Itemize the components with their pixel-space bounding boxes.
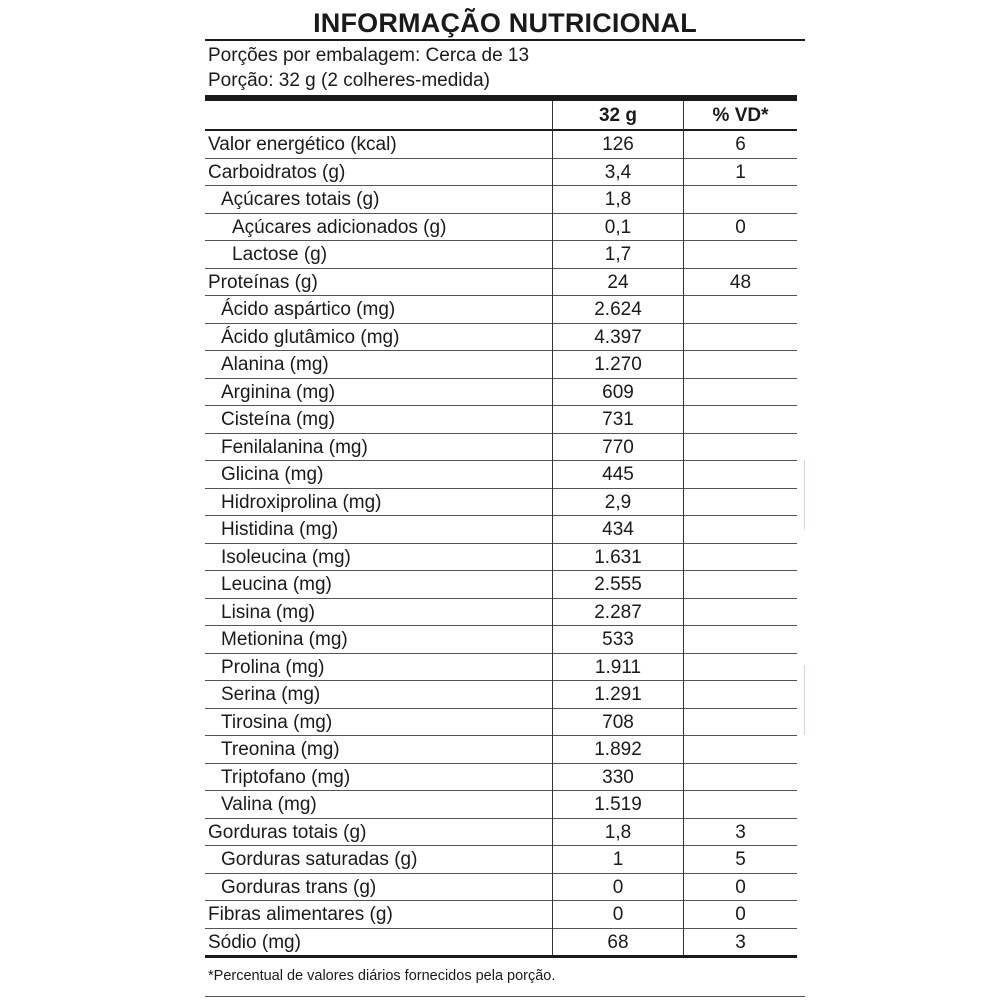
edge-mark xyxy=(804,460,805,530)
table-row xyxy=(205,324,797,352)
nutrient-amount: 445 xyxy=(602,464,634,485)
nutrient-amount: 1,8 xyxy=(604,821,632,843)
table-row xyxy=(205,214,797,242)
nutrient-name: Metionina (mg) xyxy=(221,629,348,650)
table-row xyxy=(205,379,797,407)
table-row xyxy=(205,819,797,847)
nutrient-amount: 2.624 xyxy=(594,299,642,320)
table-row xyxy=(205,186,797,214)
nutrient-name: Açúcares adicionados (g) xyxy=(232,216,447,238)
nutrient-amount: 2,9 xyxy=(604,491,632,513)
column-header-amount: 32 g xyxy=(598,105,638,126)
table-row xyxy=(205,461,797,489)
table-row xyxy=(205,626,797,654)
table-row xyxy=(205,571,797,599)
table-row xyxy=(205,791,797,819)
nutrient-amount: 2.555 xyxy=(594,574,642,595)
nutrient-amount: 1.631 xyxy=(594,546,642,568)
table-row xyxy=(205,489,797,517)
nutrient-name: Alanina (mg) xyxy=(221,354,329,375)
nutrient-amount: 126 xyxy=(602,134,634,155)
nutrient-name: Sódio (mg) xyxy=(208,931,301,953)
nutrient-daily-value: 6 xyxy=(735,134,746,155)
table-row xyxy=(205,159,797,187)
nutrient-amount: 0,1 xyxy=(604,216,632,238)
table-row xyxy=(205,544,797,572)
nutrient-name: Carboidratos (g) xyxy=(208,161,346,183)
nutrient-amount: 708 xyxy=(602,711,634,733)
nutrient-name: Triptofano (mg) xyxy=(221,766,351,788)
nutrient-name: Gorduras totais (g) xyxy=(208,821,367,843)
table-row xyxy=(205,846,797,874)
table-row xyxy=(205,901,797,929)
table-row xyxy=(205,929,797,957)
label-title: INFORMAÇÃO NUTRICIONAL xyxy=(313,8,697,38)
table-row xyxy=(205,351,797,379)
table-row xyxy=(205,406,797,434)
nutrient-name: Tirosina (mg) xyxy=(221,711,333,733)
nutrient-daily-value: 0 xyxy=(735,216,746,238)
nutrient-amount: 1,8 xyxy=(604,189,632,210)
table-row xyxy=(205,681,797,709)
table-row xyxy=(205,709,797,737)
nutrient-name: Gorduras trans (g) xyxy=(221,876,377,898)
nutrient-name: Valina (mg) xyxy=(221,794,317,815)
table-row xyxy=(205,654,797,682)
nutrient-daily-value: 48 xyxy=(729,271,752,293)
nutrient-amount: 609 xyxy=(602,381,634,403)
table-row xyxy=(205,874,797,902)
nutrient-amount: 731 xyxy=(602,409,634,430)
nutrient-daily-value: 1 xyxy=(735,161,746,183)
nutrient-name: Lactose (g) xyxy=(232,244,328,265)
title-divider xyxy=(205,39,805,41)
nutrient-name: Arginina (mg) xyxy=(221,381,336,403)
nutrient-name: Histidina (mg) xyxy=(221,519,339,540)
nutrient-name: Fibras alimentares (g) xyxy=(208,904,393,925)
table-row xyxy=(205,241,797,269)
table-row xyxy=(205,736,797,764)
column-divider-amount xyxy=(552,101,553,956)
nutrient-name: Cisteína (mg) xyxy=(221,409,336,430)
table-row xyxy=(205,269,797,297)
nutrient-name: Valor energético (kcal) xyxy=(208,134,397,155)
nutrient-table xyxy=(205,131,797,956)
nutrient-amount: 0 xyxy=(612,904,624,925)
nutrient-name: Hidroxiprolina (mg) xyxy=(221,491,382,513)
nutrient-amount: 330 xyxy=(602,766,634,788)
footnote-divider xyxy=(205,996,805,997)
nutrient-amount: 68 xyxy=(607,931,629,953)
serving-size: Porção: 32 g (2 colheres-medida) xyxy=(208,70,490,91)
nutrient-amount: 1.519 xyxy=(594,794,642,815)
table-row xyxy=(205,296,797,324)
nutrient-name: Fenilalanina (mg) xyxy=(221,436,368,458)
nutrient-name: Leucina (mg) xyxy=(221,574,332,595)
edge-mark xyxy=(804,665,805,735)
bottom-divider xyxy=(205,955,797,958)
nutrient-amount: 1.892 xyxy=(594,739,642,760)
nutrient-amount: 1.911 xyxy=(594,656,642,678)
nutrient-amount: 434 xyxy=(602,519,634,540)
nutrient-name: Prolina (mg) xyxy=(221,656,325,678)
table-row xyxy=(205,599,797,627)
nutrient-name: Proteínas (g) xyxy=(208,271,318,293)
column-header-daily-value: % VD* xyxy=(712,105,769,126)
footnote: *Percentual de valores diários fornecidos pela porção. xyxy=(208,968,556,984)
column-divider-daily-value xyxy=(683,101,684,956)
nutrient-name: Glicina (mg) xyxy=(221,464,324,485)
nutrient-amount: 24 xyxy=(607,271,629,293)
table-row xyxy=(205,434,797,462)
nutrient-amount: 3,4 xyxy=(604,161,632,183)
nutrient-name: Serina (mg) xyxy=(221,684,321,705)
nutrient-daily-value: 0 xyxy=(735,904,746,925)
nutrient-amount: 770 xyxy=(602,436,634,458)
nutrient-name: Açúcares totais (g) xyxy=(221,189,380,210)
nutrient-daily-value: 3 xyxy=(735,931,746,953)
nutrient-amount: 4.397 xyxy=(594,326,642,348)
table-row xyxy=(205,131,797,159)
nutrient-amount: 533 xyxy=(602,629,634,650)
nutrient-amount: 1.270 xyxy=(594,354,642,375)
nutrient-daily-value: 3 xyxy=(735,821,746,843)
nutrient-name: Isoleucina (mg) xyxy=(221,546,351,568)
nutrient-amount: 1.291 xyxy=(594,684,642,705)
nutrition-facts-panel xyxy=(205,0,805,1000)
nutrient-amount: 1,7 xyxy=(604,244,632,265)
nutrient-amount: 2.287 xyxy=(594,601,642,623)
nutrient-amount: 1 xyxy=(612,849,624,870)
nutrient-amount: 0 xyxy=(612,876,624,898)
nutrient-name: Ácido glutâmico (mg) xyxy=(221,326,400,348)
table-row xyxy=(205,764,797,792)
nutrient-name: Ácido aspártico (mg) xyxy=(221,299,396,320)
servings-per-package: Porções por embalagem: Cerca de 13 xyxy=(208,45,530,66)
nutrient-daily-value: 0 xyxy=(735,876,746,898)
nutrient-daily-value: 5 xyxy=(735,849,746,870)
nutrient-name: Lisina (mg) xyxy=(221,601,315,623)
nutrient-name: Treonina (mg) xyxy=(221,739,340,760)
nutrient-name: Gorduras saturadas (g) xyxy=(221,849,418,870)
table-row xyxy=(205,516,797,544)
